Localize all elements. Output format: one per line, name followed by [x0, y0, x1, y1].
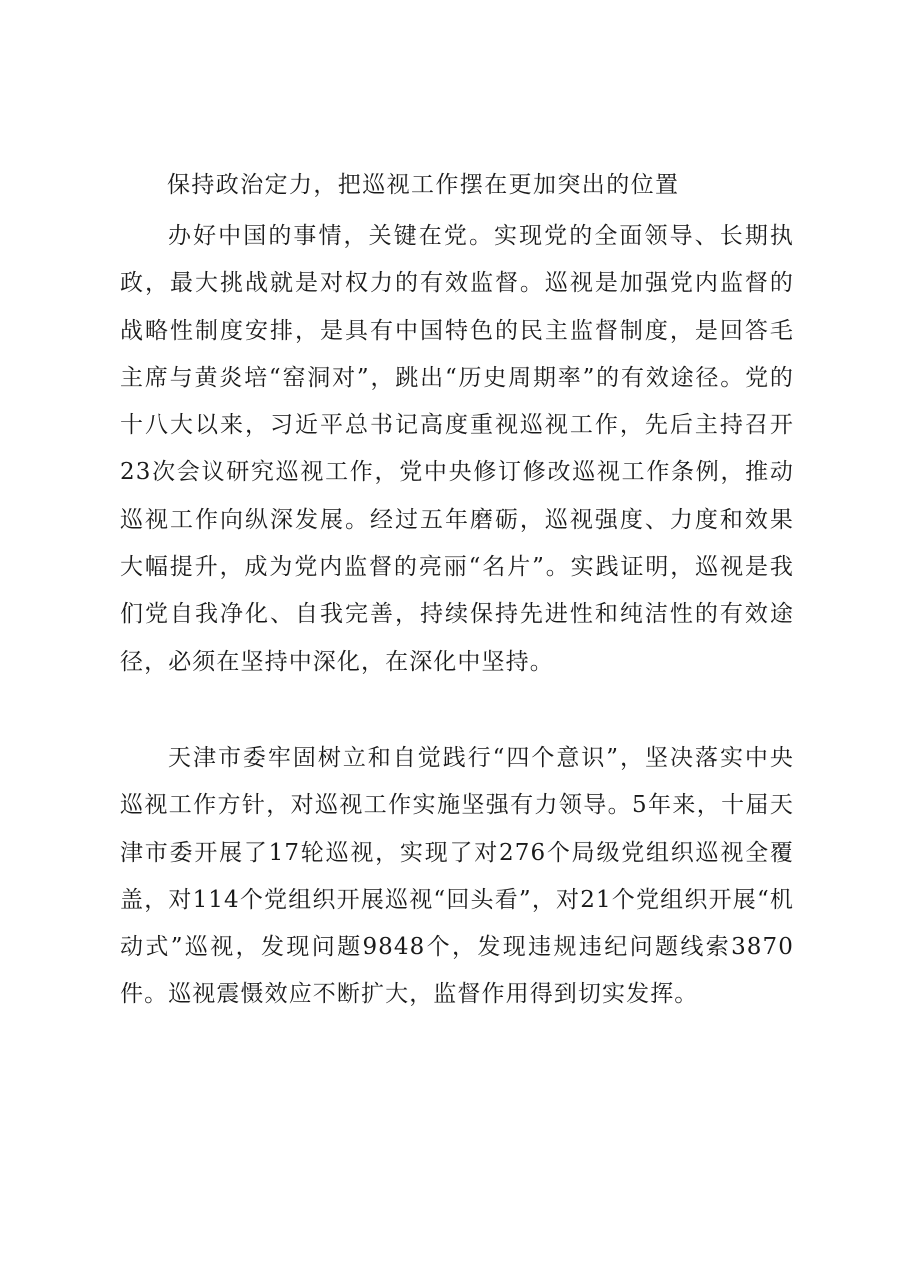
- paragraph-2: 天津市委牢固树立和自觉践行“四个意识”，坚决落实中央巡视工作方针，对巡视工作实施坚强有力领导。5年来，十届天津市委开展了17轮巡视，实现了对276个局级党组织巡视全覆盖，对114个党组织开展巡视“回头看”，对21个党组织开展“机动式”巡视，发现问题9848个，发现违规违纪问题线索3870件。巡视震慑效应不断扩大，监督作用得到切实发挥。: [120, 745, 794, 1008]
- paragraph-1: 办好中国的事情，关键在党。实现党的全面领导、长期执政，最大挑战就是对权力的有效监督。巡视是加强党内监督的战略性制度安排，是具有中国特色的民主监督制度，是回答毛主席与黄炎培“窑洞对”，跳出“历史周期率”的有效途径。党的十八大以来，习近平总书记高度重视巡视工作，先后主持召开23次会议研究巡视工作，党中央修订修改巡视工作条例，推动巡视工作向纵深发展。经过五年磨砺，巡视强度、力度和效果大幅提升，成为党内监督的亮丽“名片”。实践证明，巡视是我们党自我净化、自我完善，持续保持先进性和纯洁性的有效途径，必须在坚持中深化，在深化中坚持。: [120, 223, 794, 675]
- document-title: 保持政治定力，把巡视工作摆在更加突出的位置: [167, 172, 680, 198]
